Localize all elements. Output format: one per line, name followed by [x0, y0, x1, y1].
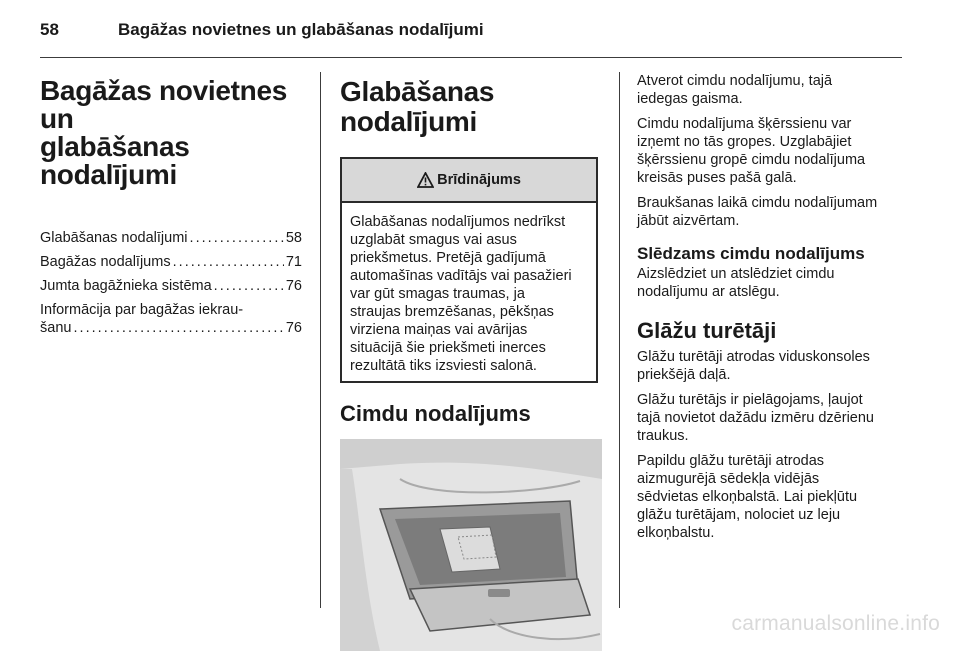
column-2 [340, 72, 602, 656]
column-3 [637, 72, 905, 549]
paragraph-partition: Cimdu nodalījuma šķērssienu var izņemt no tās gropes. Uzglabājiet šķērssienu gropē cimdu nodalījuma kreisās puses pašā galā. [637, 116, 866, 186]
warning-box [340, 157, 598, 383]
paragraph-closed: Braukšanas laikā cimdu nodalījumam jābūt aizvērtam. [637, 195, 878, 229]
chapter-title: Bagāžas novietnes un glabāšanas nodalījumi [40, 75, 287, 190]
paragraph-cupholder-location: Glāžu turētāji atrodas viduskonsoles priekšējā daļā. [637, 349, 870, 383]
warning-heading: Brīdinājums [437, 172, 521, 188]
warning-header [342, 159, 596, 203]
running-title: Bagāžas novietnes un glabāšanas nodalījumi [118, 20, 484, 39]
warning-triangle-icon [417, 172, 434, 188]
heading-lockable-glovebox: Slēdzams cimdu nodalījums [637, 244, 865, 263]
page-number: 58 [40, 20, 59, 39]
glovebox-illustration [340, 439, 602, 651]
subsection-title: Cimdu nodalījums [340, 401, 531, 426]
section-title: Glabāšanas nodalījumi [340, 76, 495, 137]
watermark: carmanualsonline.info [731, 612, 940, 635]
paragraph-lock: Aizslēdziet un atslēdziet cimdu nodalījumu ar atslēgu. [637, 266, 835, 300]
toc-entry[interactable]: Glabāšanas nodalījumi . . . 58 [40, 229, 302, 247]
table-of-contents [40, 229, 302, 337]
column-divider-1 [320, 72, 321, 608]
paragraph-cupholder-adjustable: Glāžu turētājs ir pielāgojams, ļaujot tajā novietot dažādu izmēru dzērienu traukus. [637, 392, 874, 444]
column-1 [40, 72, 302, 343]
paragraph-rear-cupholders: Papildu glāžu turētāji atrodas aizmugurējā sēdekļa vidējās sēdvietas elkoņbalstā. Lai piekļūtu glāžu turētājam, nolociet uz leju elkoņbalstu. [637, 453, 858, 541]
header-rule [40, 57, 902, 58]
warning-text: Glabāšanas nodalījumos nedrīkst uzglabāt smagus vai asus priekšmetus. Pretējā gadījumā automašīnas vadītājs vai pasažieri var gūt smagas traumas, ja straujas bremzēšanas, pēkšņas virziena maiņas vai avārijas situācijā šie priekšmeti inerces rezultātā tiks izsviesti salonā. [350, 214, 572, 374]
toc-entry[interactable]: Bagāžas nodalījums . . . 71 [40, 253, 302, 271]
column-divider-2 [619, 72, 620, 608]
toc-entry[interactable]: Jumta bagāžnieka sistēma . . . 76 [40, 277, 302, 295]
toc-entry[interactable]: Informācija par bagāžas iekrau- šanu . . . 76 [40, 301, 302, 337]
paragraph-light: Atverot cimdu nodalījumu, tajā iedegas gaisma. [637, 73, 833, 107]
running-header [40, 20, 484, 40]
heading-cupholders: Glāžu turētāji [637, 318, 777, 343]
